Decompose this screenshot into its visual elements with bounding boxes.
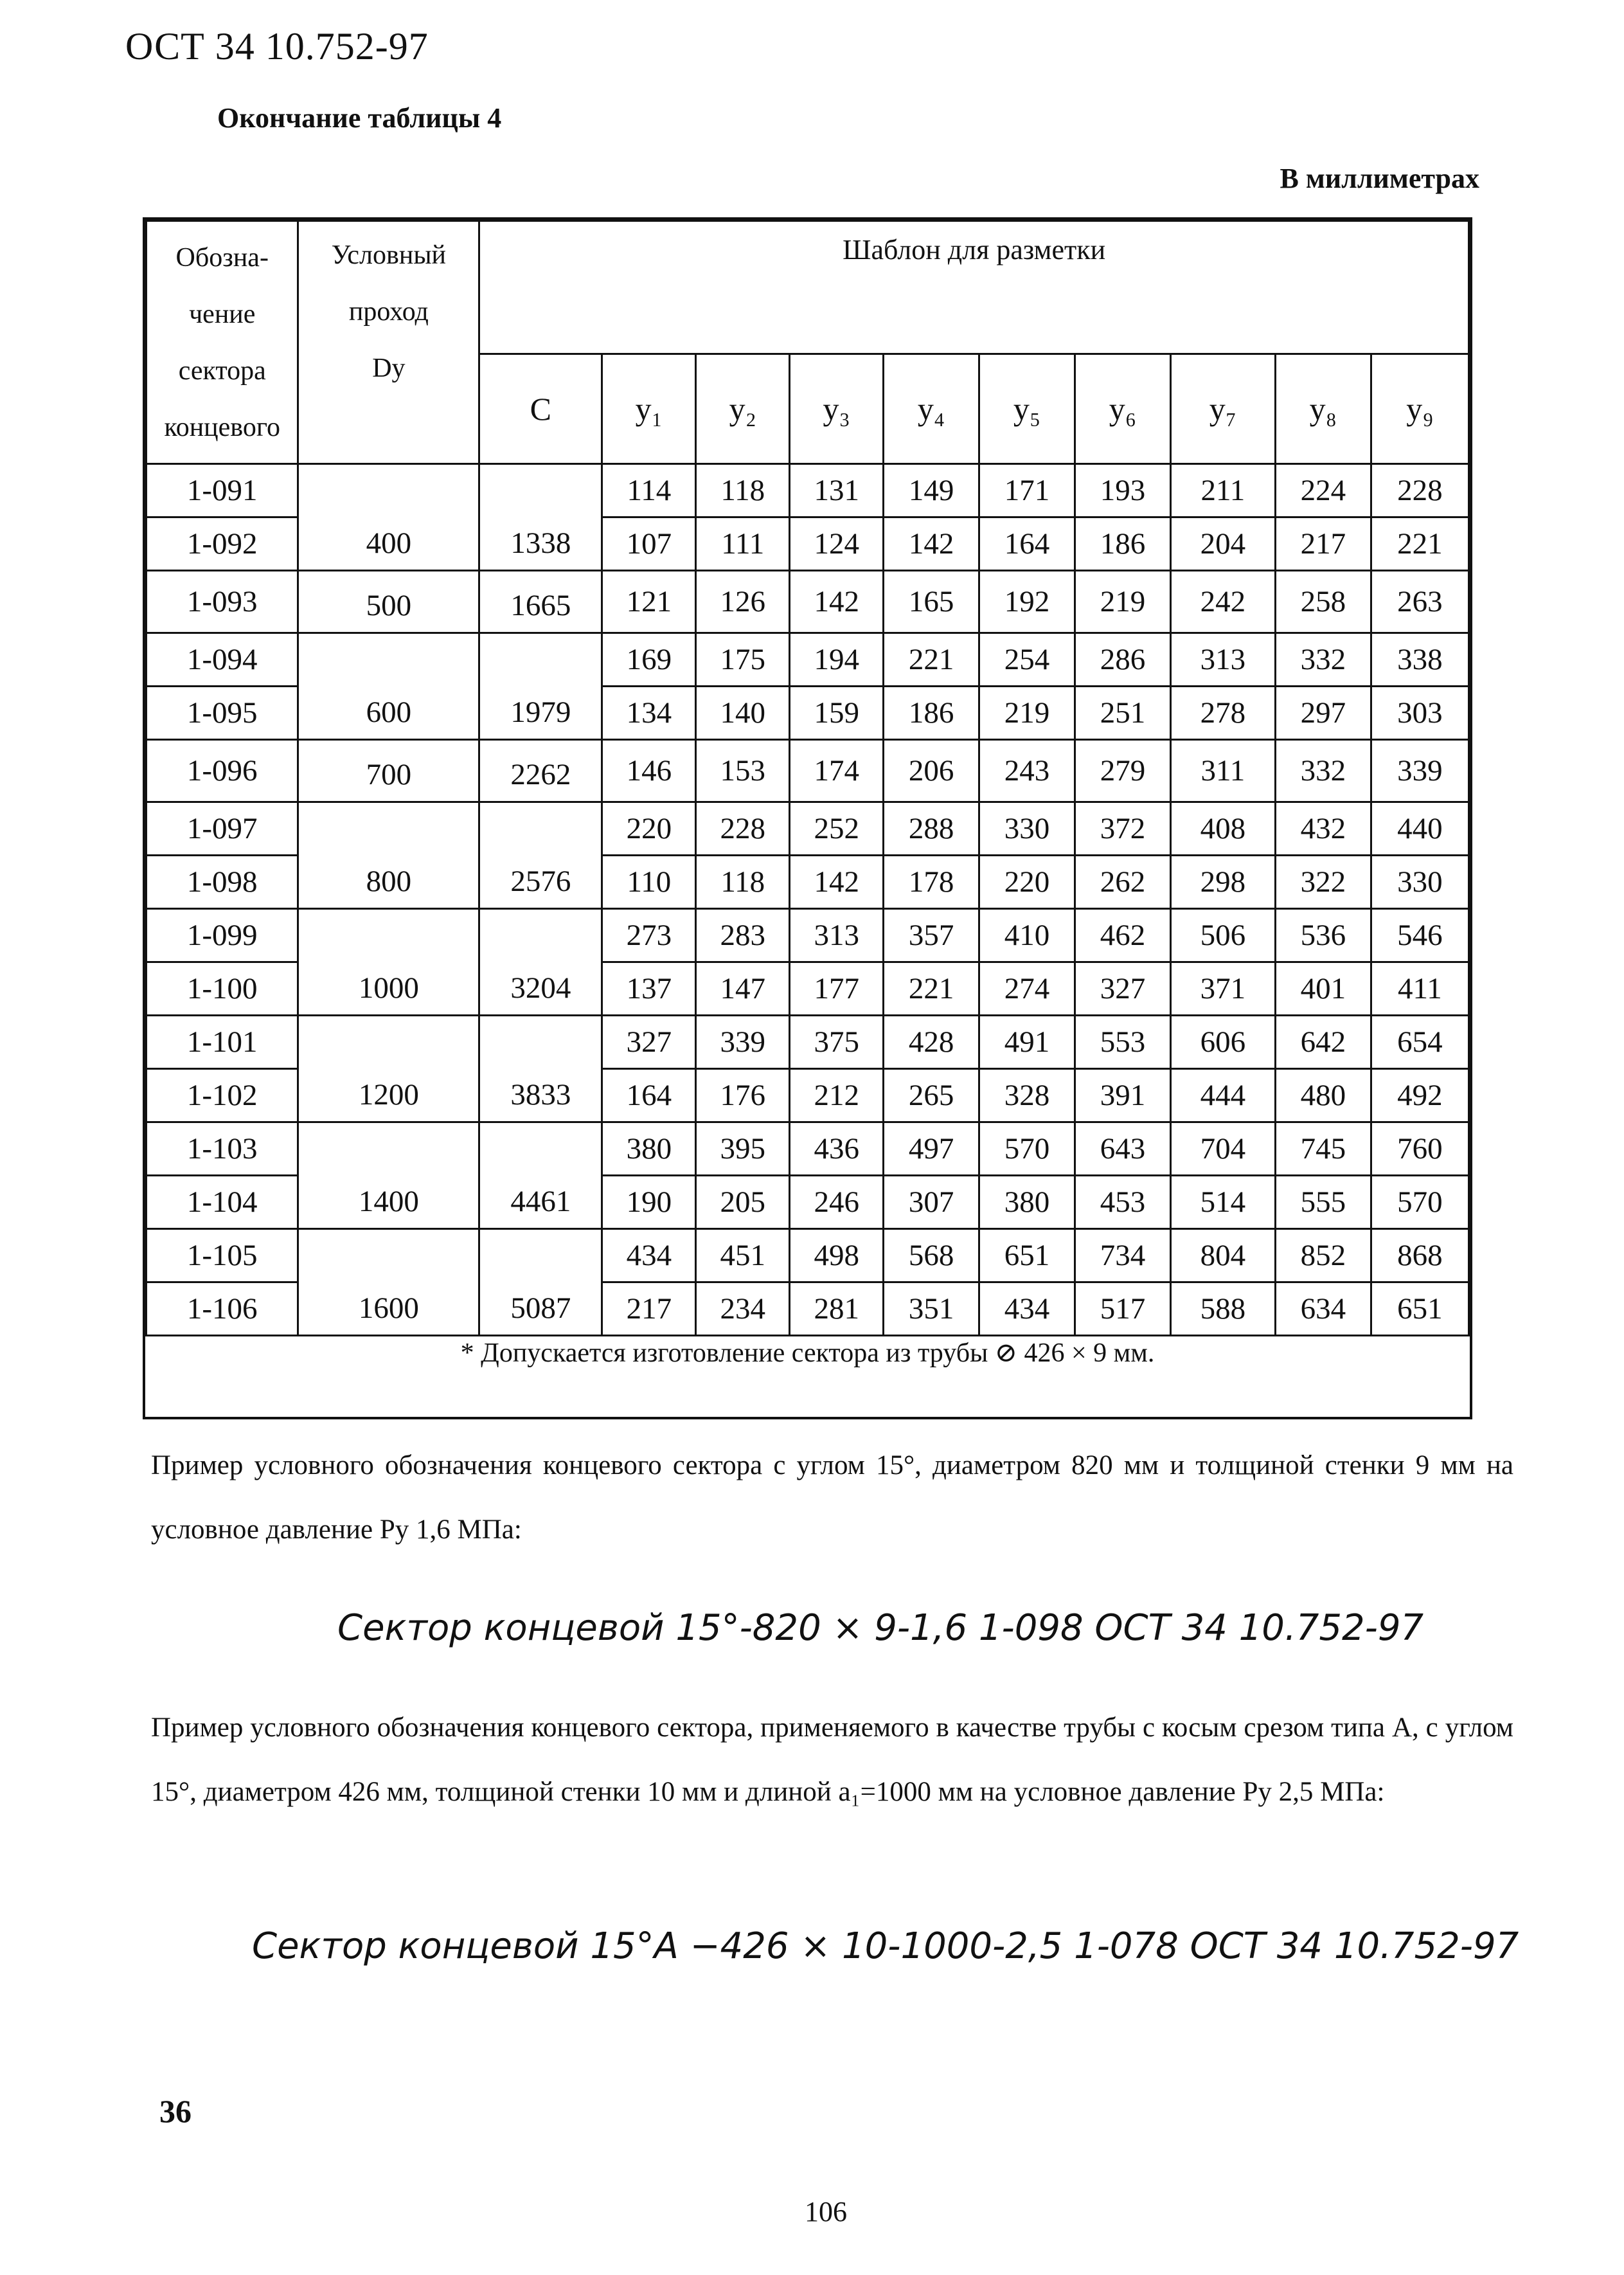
page-number: 106 xyxy=(805,2196,847,2227)
y8-value-cell: 332 xyxy=(1275,633,1371,687)
y1-value-cell: 146 xyxy=(602,740,696,802)
c-value-cell: 2262 xyxy=(479,740,602,802)
y4-value-cell: 142 xyxy=(884,517,979,571)
y8-value-cell: 297 xyxy=(1275,687,1371,740)
c-value-cell: 3204 xyxy=(479,909,602,1016)
y3-value-cell: 375 xyxy=(790,1016,884,1069)
header-y1: у₁ xyxy=(602,354,696,464)
y2-value-cell: 111 xyxy=(696,517,790,571)
y9-value-cell: 303 xyxy=(1371,687,1468,740)
sector-designation-cell: 1-103 xyxy=(147,1122,298,1176)
y2-value-cell: 126 xyxy=(696,571,790,633)
y7-value-cell: 278 xyxy=(1170,687,1275,740)
table-row xyxy=(147,1122,1469,1176)
y2-value-cell: 205 xyxy=(696,1176,790,1229)
y7-value-cell: 514 xyxy=(1170,1176,1275,1229)
document-code: ОСТ 34 10.752-97 xyxy=(125,25,429,67)
example-intro-2: Пример условного обозначения концевого сектора, применяемого в качестве трубы с косым срезом типа А, с углом 15°, диаметром 426 мм, толщиной стенки 10 мм и длиной a₁=1000 мм на условное давление Ру 2,5 МПа: xyxy=(151,1713,1513,1807)
header-y6: у₆ xyxy=(1075,354,1171,464)
y1-value-cell: 110 xyxy=(602,856,696,909)
sector-designation-cell: 1-099 xyxy=(147,909,298,962)
y6-value-cell: 391 xyxy=(1075,1069,1171,1122)
y7-value-cell: 408 xyxy=(1170,802,1275,856)
y9-value-cell: 440 xyxy=(1371,802,1468,856)
y2-value-cell: 395 xyxy=(696,1122,790,1176)
y6-value-cell: 193 xyxy=(1075,464,1171,517)
y6-value-cell: 462 xyxy=(1075,909,1171,962)
y9-value-cell: 228 xyxy=(1371,464,1468,517)
example-intro-1: Пример условного обозначения концевого сектора с углом 15°, диаметром 820 мм и толщиной стенки 9 мм на условное давление Ру 1,6 МПа: xyxy=(151,1450,1513,1545)
y2-value-cell: 118 xyxy=(696,856,790,909)
y9-value-cell: 570 xyxy=(1371,1176,1468,1229)
y3-value-cell: 131 xyxy=(790,464,884,517)
y3-value-cell: 159 xyxy=(790,687,884,740)
y8-value-cell: 555 xyxy=(1275,1176,1371,1229)
sector-designation-cell: 1-093 xyxy=(147,571,298,633)
y5-value-cell: 434 xyxy=(979,1282,1075,1336)
y9-value-cell: 492 xyxy=(1371,1069,1468,1122)
y1-value-cell: 121 xyxy=(602,571,696,633)
y8-value-cell: 634 xyxy=(1275,1282,1371,1336)
y8-value-cell: 642 xyxy=(1275,1016,1371,1069)
y9-value-cell: 546 xyxy=(1371,909,1468,962)
y3-value-cell: 177 xyxy=(790,962,884,1016)
y3-value-cell: 436 xyxy=(790,1122,884,1176)
y8-value-cell: 322 xyxy=(1275,856,1371,909)
y8-value-cell: 745 xyxy=(1275,1122,1371,1176)
header-y8: у₈ xyxy=(1275,354,1371,464)
y7-value-cell: 211 xyxy=(1170,464,1275,517)
y3-value-cell: 124 xyxy=(790,517,884,571)
y4-value-cell: 221 xyxy=(884,633,979,687)
y7-value-cell: 804 xyxy=(1170,1229,1275,1282)
header-c: С xyxy=(479,354,602,464)
y7-value-cell: 242 xyxy=(1170,571,1275,633)
designation-example-1: Сектор концевой 15°-820 × 9-1,6 1-098 ОСТ 34 10.752-97 xyxy=(337,1607,1424,1649)
c-value-cell: 1665 xyxy=(479,571,602,633)
y9-value-cell: 221 xyxy=(1371,517,1468,571)
c-value-cell: 1338 xyxy=(479,464,602,571)
y3-value-cell: 194 xyxy=(790,633,884,687)
y2-value-cell: 451 xyxy=(696,1229,790,1282)
y8-value-cell: 852 xyxy=(1275,1229,1371,1282)
sector-designation-cell: 1-102 xyxy=(147,1069,298,1122)
y7-value-cell: 311 xyxy=(1170,740,1275,802)
y3-value-cell: 281 xyxy=(790,1282,884,1336)
y1-value-cell: 114 xyxy=(602,464,696,517)
header-designation: Обозна- чение сектора концевого xyxy=(147,221,298,464)
header-y7: у₇ xyxy=(1170,354,1275,464)
y5-value-cell: 328 xyxy=(979,1069,1075,1122)
y9-value-cell: 868 xyxy=(1371,1229,1468,1282)
y4-value-cell: 568 xyxy=(884,1229,979,1282)
sector-designation-cell: 1-094 xyxy=(147,633,298,687)
y4-value-cell: 357 xyxy=(884,909,979,962)
y7-value-cell: 506 xyxy=(1170,909,1275,962)
y7-value-cell: 704 xyxy=(1170,1122,1275,1176)
table-frame xyxy=(143,217,1472,1419)
y2-value-cell: 228 xyxy=(696,802,790,856)
y1-value-cell: 107 xyxy=(602,517,696,571)
y5-value-cell: 219 xyxy=(979,687,1075,740)
y3-value-cell: 174 xyxy=(790,740,884,802)
template-table xyxy=(145,220,1470,1407)
y3-value-cell: 498 xyxy=(790,1229,884,1282)
y1-value-cell: 220 xyxy=(602,802,696,856)
y6-value-cell: 251 xyxy=(1075,687,1171,740)
y7-value-cell: 313 xyxy=(1170,633,1275,687)
y6-value-cell: 262 xyxy=(1075,856,1171,909)
y7-value-cell: 371 xyxy=(1170,962,1275,1016)
table-row xyxy=(147,1016,1469,1069)
sector-designation-cell: 1-101 xyxy=(147,1016,298,1069)
y5-value-cell: 220 xyxy=(979,856,1075,909)
y5-value-cell: 491 xyxy=(979,1016,1075,1069)
table-row xyxy=(147,740,1469,802)
y7-value-cell: 606 xyxy=(1170,1016,1275,1069)
y5-value-cell: 171 xyxy=(979,464,1075,517)
y6-value-cell: 186 xyxy=(1075,517,1171,571)
folio-number: 36 xyxy=(159,2093,192,2129)
y2-value-cell: 147 xyxy=(696,962,790,1016)
header-template: Шаблон для разметки xyxy=(479,221,1469,354)
designation-example-2: Сектор концевой 15°А −426 × 10-1000-2,5 1-078 ОСТ 34 10.752-97 xyxy=(252,1925,1519,1967)
y8-value-cell: 480 xyxy=(1275,1069,1371,1122)
table-row xyxy=(147,571,1469,633)
y5-value-cell: 274 xyxy=(979,962,1075,1016)
y9-value-cell: 654 xyxy=(1371,1016,1468,1069)
y3-value-cell: 313 xyxy=(790,909,884,962)
y8-value-cell: 258 xyxy=(1275,571,1371,633)
y2-value-cell: 118 xyxy=(696,464,790,517)
y7-value-cell: 588 xyxy=(1170,1282,1275,1336)
y9-value-cell: 330 xyxy=(1371,856,1468,909)
y8-value-cell: 224 xyxy=(1275,464,1371,517)
table-row xyxy=(147,802,1469,856)
y2-value-cell: 140 xyxy=(696,687,790,740)
y4-value-cell: 428 xyxy=(884,1016,979,1069)
sector-designation-cell: 1-104 xyxy=(147,1176,298,1229)
y2-value-cell: 153 xyxy=(696,740,790,802)
y1-value-cell: 327 xyxy=(602,1016,696,1069)
y1-value-cell: 380 xyxy=(602,1122,696,1176)
y3-value-cell: 212 xyxy=(790,1069,884,1122)
y6-value-cell: 327 xyxy=(1075,962,1171,1016)
y4-value-cell: 186 xyxy=(884,687,979,740)
y4-value-cell: 178 xyxy=(884,856,979,909)
table-row xyxy=(147,1229,1469,1282)
y9-value-cell: 263 xyxy=(1371,571,1468,633)
y5-value-cell: 410 xyxy=(979,909,1075,962)
y4-value-cell: 165 xyxy=(884,571,979,633)
y6-value-cell: 643 xyxy=(1075,1122,1171,1176)
nominal-bore-cell: 1400 xyxy=(298,1122,479,1229)
y1-value-cell: 434 xyxy=(602,1229,696,1282)
header-y4: у₄ xyxy=(884,354,979,464)
y2-value-cell: 339 xyxy=(696,1016,790,1069)
y8-value-cell: 401 xyxy=(1275,962,1371,1016)
y4-value-cell: 307 xyxy=(884,1176,979,1229)
table-row xyxy=(147,909,1469,962)
y6-value-cell: 219 xyxy=(1075,571,1171,633)
y4-value-cell: 206 xyxy=(884,740,979,802)
y7-value-cell: 298 xyxy=(1170,856,1275,909)
y1-value-cell: 273 xyxy=(602,909,696,962)
nominal-bore-cell: 1000 xyxy=(298,909,479,1016)
y8-value-cell: 217 xyxy=(1275,517,1371,571)
sector-designation-cell: 1-096 xyxy=(147,740,298,802)
y2-value-cell: 175 xyxy=(696,633,790,687)
y1-value-cell: 190 xyxy=(602,1176,696,1229)
y9-value-cell: 339 xyxy=(1371,740,1468,802)
nominal-bore-cell: 1600 xyxy=(298,1229,479,1336)
nominal-bore-cell: 500 xyxy=(298,571,479,633)
sector-designation-cell: 1-105 xyxy=(147,1229,298,1282)
c-value-cell: 1979 xyxy=(479,633,602,740)
y9-value-cell: 411 xyxy=(1371,962,1468,1016)
header-nominal-bore: Условный проход Dу xyxy=(298,221,479,464)
c-value-cell: 3833 xyxy=(479,1016,602,1122)
units-note: В миллиметрах xyxy=(1280,163,1479,194)
table-row xyxy=(147,464,1469,517)
y4-value-cell: 149 xyxy=(884,464,979,517)
sector-designation-cell: 1-092 xyxy=(147,517,298,571)
header-y3: у₃ xyxy=(790,354,884,464)
y6-value-cell: 734 xyxy=(1075,1229,1171,1282)
y6-value-cell: 453 xyxy=(1075,1176,1171,1229)
y4-value-cell: 288 xyxy=(884,802,979,856)
y6-value-cell: 553 xyxy=(1075,1016,1171,1069)
table-footnote: * Допускается изготовление сектора из трубы ⊘ 426 × 9 мм. xyxy=(460,1338,1155,1368)
y1-value-cell: 137 xyxy=(602,962,696,1016)
y5-value-cell: 164 xyxy=(979,517,1075,571)
nominal-bore-cell: 600 xyxy=(298,633,479,740)
y5-value-cell: 192 xyxy=(979,571,1075,633)
y7-value-cell: 204 xyxy=(1170,517,1275,571)
nominal-bore-cell: 1200 xyxy=(298,1016,479,1122)
y7-value-cell: 444 xyxy=(1170,1069,1275,1122)
c-value-cell: 4461 xyxy=(479,1122,602,1229)
y1-value-cell: 164 xyxy=(602,1069,696,1122)
header-y2: у₂ xyxy=(696,354,790,464)
y9-value-cell: 760 xyxy=(1371,1122,1468,1176)
y3-value-cell: 142 xyxy=(790,856,884,909)
y2-value-cell: 234 xyxy=(696,1282,790,1336)
sector-designation-cell: 1-097 xyxy=(147,802,298,856)
nominal-bore-cell: 800 xyxy=(298,802,479,909)
y5-value-cell: 570 xyxy=(979,1122,1075,1176)
y9-value-cell: 338 xyxy=(1371,633,1468,687)
y3-value-cell: 252 xyxy=(790,802,884,856)
table-row xyxy=(147,633,1469,687)
nominal-bore-cell: 700 xyxy=(298,740,479,802)
header-y5: у₅ xyxy=(979,354,1075,464)
y4-value-cell: 497 xyxy=(884,1122,979,1176)
y6-value-cell: 372 xyxy=(1075,802,1171,856)
y8-value-cell: 432 xyxy=(1275,802,1371,856)
y5-value-cell: 330 xyxy=(979,802,1075,856)
sector-designation-cell: 1-100 xyxy=(147,962,298,1016)
y2-value-cell: 283 xyxy=(696,909,790,962)
y4-value-cell: 221 xyxy=(884,962,979,1016)
y1-value-cell: 134 xyxy=(602,687,696,740)
sector-designation-cell: 1-106 xyxy=(147,1282,298,1336)
y1-value-cell: 169 xyxy=(602,633,696,687)
header-y9: у₉ xyxy=(1371,354,1468,464)
nominal-bore-cell: 400 xyxy=(298,464,479,571)
c-value-cell: 2576 xyxy=(479,802,602,909)
c-value-cell: 5087 xyxy=(479,1229,602,1336)
table-caption: Окончание таблицы 4 xyxy=(217,102,502,134)
y4-value-cell: 351 xyxy=(884,1282,979,1336)
y3-value-cell: 246 xyxy=(790,1176,884,1229)
y9-value-cell: 651 xyxy=(1371,1282,1468,1336)
y6-value-cell: 517 xyxy=(1075,1282,1171,1336)
y5-value-cell: 243 xyxy=(979,740,1075,802)
y1-value-cell: 217 xyxy=(602,1282,696,1336)
y3-value-cell: 142 xyxy=(790,571,884,633)
y5-value-cell: 380 xyxy=(979,1176,1075,1229)
y4-value-cell: 265 xyxy=(884,1069,979,1122)
y6-value-cell: 286 xyxy=(1075,633,1171,687)
y5-value-cell: 254 xyxy=(979,633,1075,687)
y2-value-cell: 176 xyxy=(696,1069,790,1122)
y6-value-cell: 279 xyxy=(1075,740,1171,802)
sector-designation-cell: 1-091 xyxy=(147,464,298,517)
y5-value-cell: 651 xyxy=(979,1229,1075,1282)
y8-value-cell: 536 xyxy=(1275,909,1371,962)
sector-designation-cell: 1-098 xyxy=(147,856,298,909)
y8-value-cell: 332 xyxy=(1275,740,1371,802)
sector-designation-cell: 1-095 xyxy=(147,687,298,740)
